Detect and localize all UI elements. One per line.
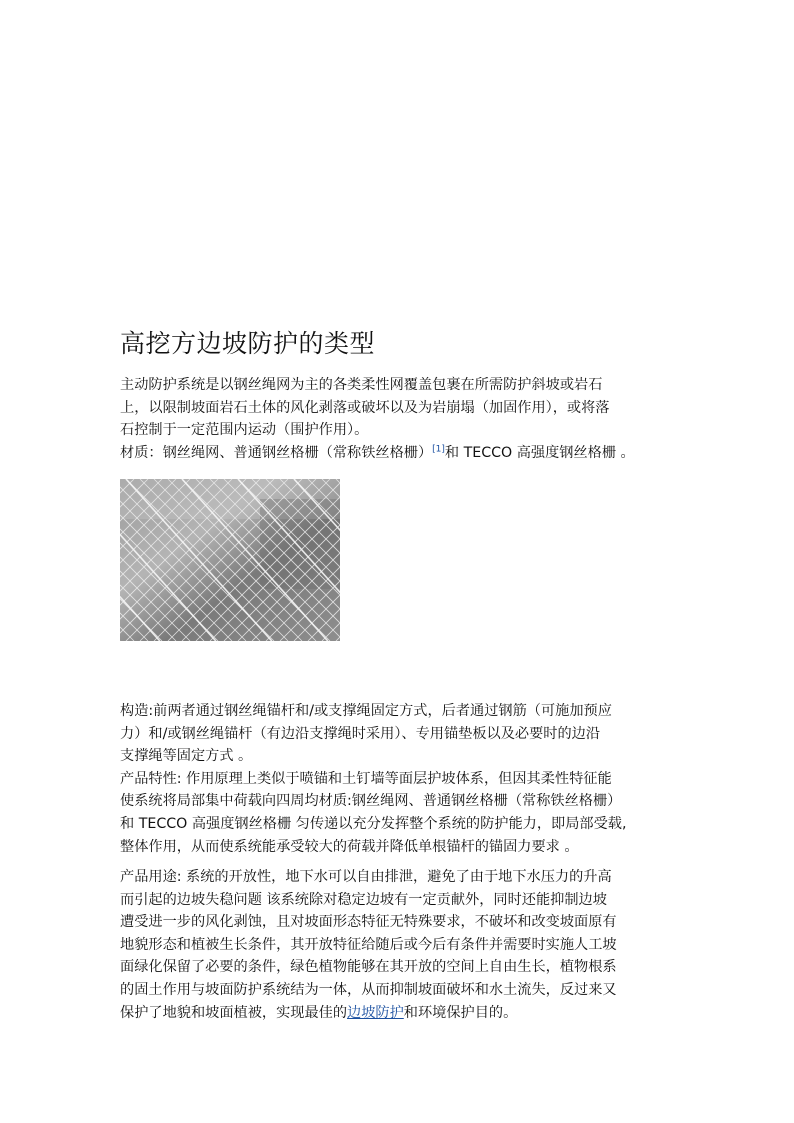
page-title: 高挖方边坡防护的类型 xyxy=(120,329,376,358)
material-suffix: 和 TECCO 高强度钢丝格栅 。 xyxy=(444,444,635,461)
usage-line: 产品用途: 系统的开放性，地下水可以自由排泄，避免了由于地下水压力的升高 xyxy=(120,869,612,885)
usage-line: 地貌形态和植被生长条件，其开放特征给随后或今后有条件并需要时实施人工坡 xyxy=(120,936,617,953)
reference-link[interactable]: [1] xyxy=(432,444,445,455)
usage-prefix: 保护了地貌和坡面植被，实现最佳的 xyxy=(120,1004,348,1021)
features-line: 使系统将局部集中荷载向四周均材质:钢丝绳网、普通钢丝格栅（常称铁丝格栅） xyxy=(120,793,622,810)
structure-and-features xyxy=(120,700,680,858)
usage-line: 的固土作用与坡面防护系统结为一体，从而抑制坡面破坏和水土流失，反过来又 xyxy=(120,981,617,998)
structure-line: 支撑绳等固定方式 。 xyxy=(120,748,253,765)
structure-line: 力）和/或钢丝绳锚杆（有边沿支撑绳时采用）、专用锚垫板以及必要时的边沿 xyxy=(120,725,601,742)
features-line: 和 TECCO 高强度钢丝格栅 匀传递以充分发挥整个系统的防护能力，即局部受载, xyxy=(120,815,627,832)
mesh-photo-icon xyxy=(120,479,340,641)
usage-last-line xyxy=(120,1002,680,1025)
mesh-photo xyxy=(120,479,340,641)
slope-protection-link[interactable]: 边坡防护 xyxy=(347,1004,404,1021)
intro-line: 上，以限制坡面岩石土体的风化剥落或破坏以及为岩崩塌（加固作用），或将落 xyxy=(120,399,610,416)
usage-line: 面绿化保留了必要的条件，绿色植物能够在其开放的空间上自由生长，植物根系 xyxy=(120,959,617,976)
usage-line: 而引起的边坡失稳问题 该系统除对稳定边坡有一定贡献外，同时还能抑制边坡 xyxy=(120,891,607,908)
intro-line: 主动防护系统是以钢丝绳网为主的各类柔性网覆盖包裹在所需防护斜坡或岩石 xyxy=(120,377,603,393)
usage-suffix: 和环境保护目的。 xyxy=(403,1004,518,1021)
intro-paragraph xyxy=(120,374,680,464)
features-line: 产品特性: 作用原理上类似于喷锚和土钉墙等面层护坡体系，但因其柔性特征能 xyxy=(120,770,612,787)
intro-line: 石控制于一定范围内运动（围护作用）。 xyxy=(120,422,369,439)
usage-line: 遭受进一步的风化剥蚀，且对坡面形态特征无特殊要求，不破坏和改变坡面原有 xyxy=(120,914,617,931)
features-line: 整体作用，从而使系统能承受较大的荷载并降低单根锚杆的锚固力要求 。 xyxy=(120,838,579,855)
material-line xyxy=(120,442,680,465)
usage-paragraph xyxy=(120,866,680,1024)
material-prefix: 材质：钢丝绳网、普通钢丝格栅（常称铁丝格栅） xyxy=(120,444,433,461)
structure-line: 构造:前两者通过钢丝绳锚杆和/或支撑绳固定方式，后者通过钢筋（可施加预应 xyxy=(120,703,612,719)
